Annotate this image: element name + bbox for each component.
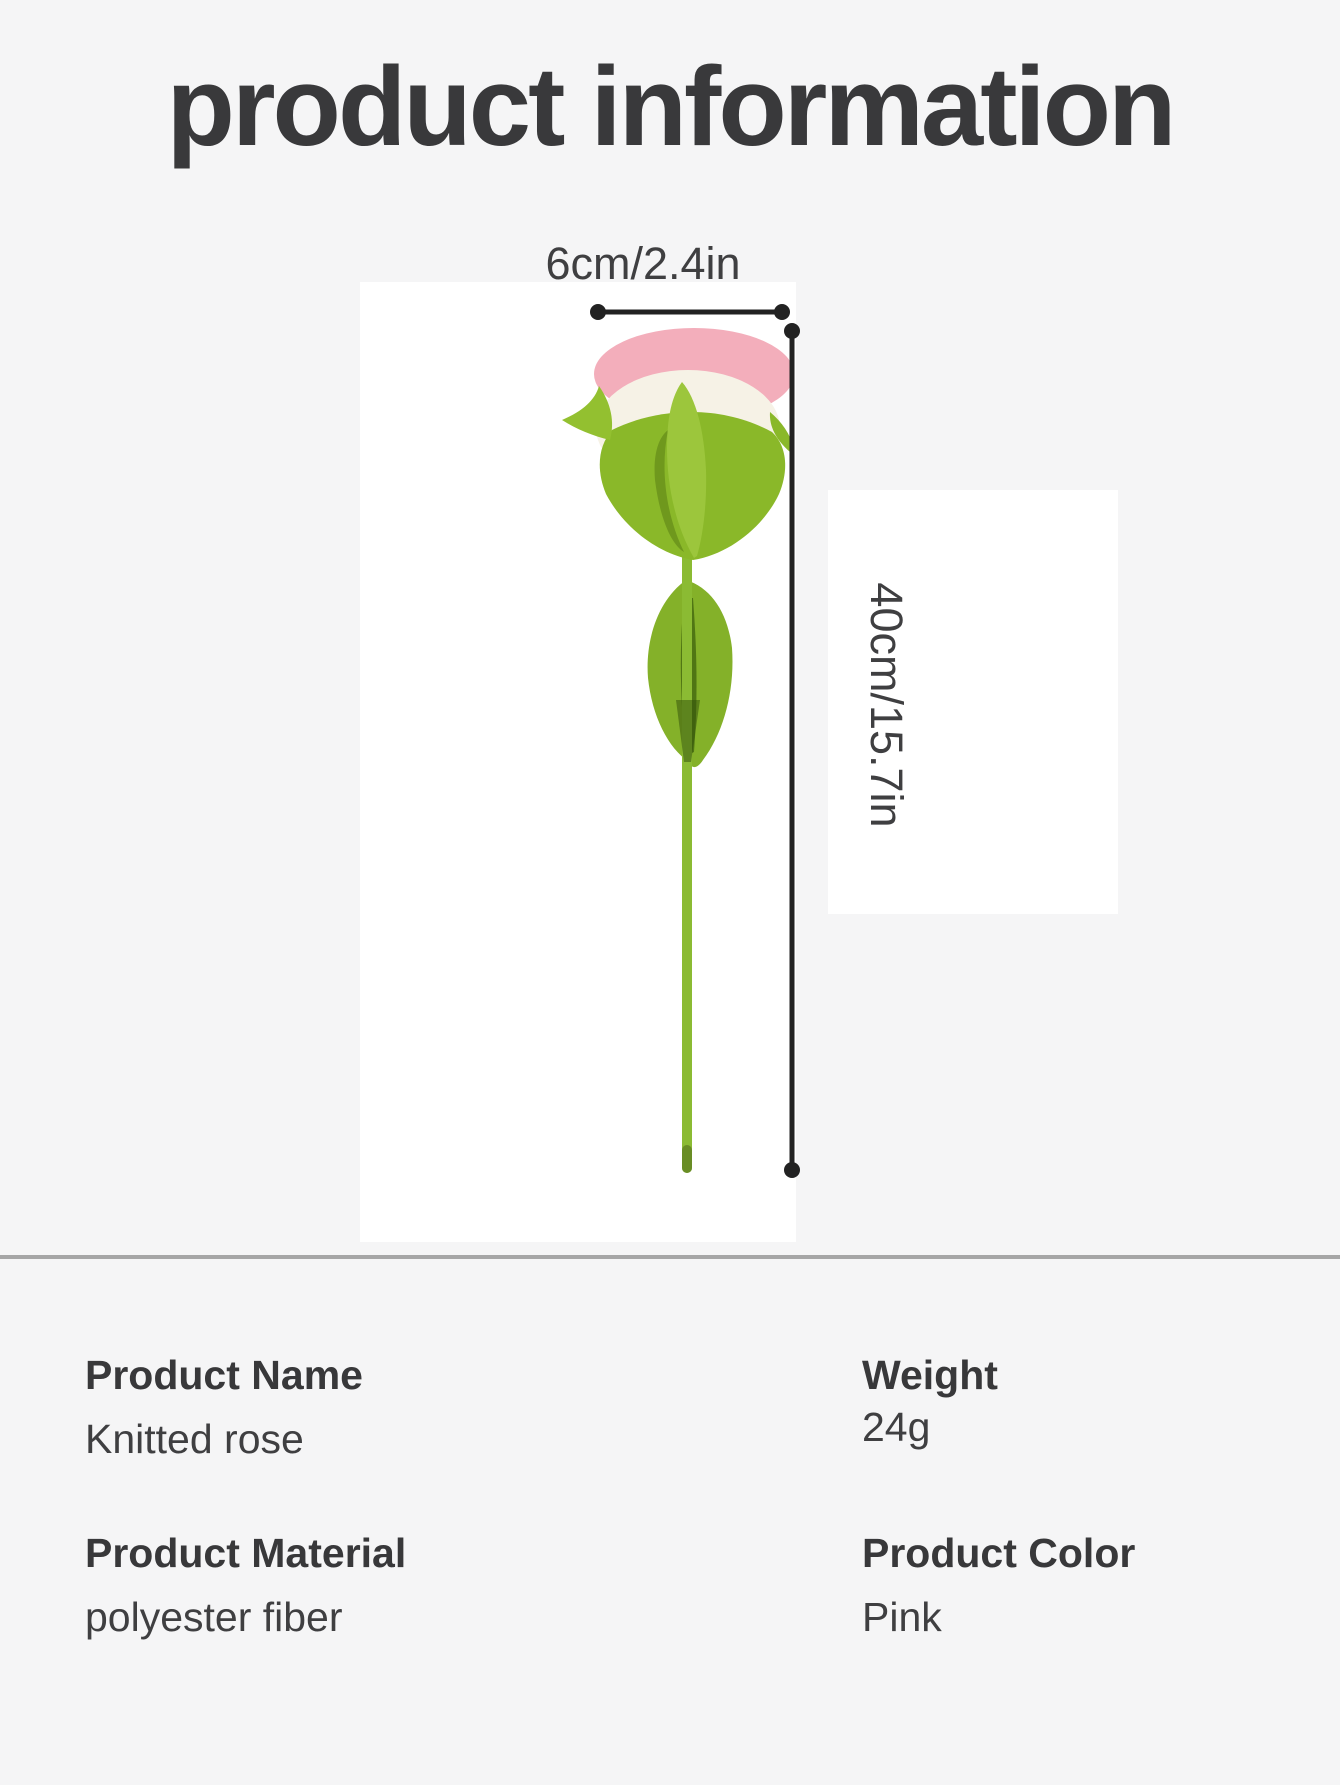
spec-value: Pink	[862, 1594, 942, 1640]
spec-label: Product Color	[862, 1530, 1136, 1576]
spec-product-color	[862, 1530, 1135, 1641]
width-dimension-label: 6cm/2.4in	[545, 238, 741, 289]
spec-value: 24g	[862, 1404, 931, 1450]
spec-value: Knitted rose	[85, 1416, 304, 1462]
spec-product-name	[85, 1352, 363, 1463]
page-title: product information	[166, 44, 1174, 169]
width-measure-line	[590, 304, 790, 320]
spec-label: Weight	[862, 1352, 998, 1398]
spec-label: Product Material	[85, 1530, 407, 1576]
spec-product-material	[85, 1530, 406, 1641]
spec-weight	[862, 1352, 998, 1451]
height-measure-line	[784, 323, 800, 1178]
height-dimension-label: 40cm/15.7in	[861, 582, 912, 828]
flower-head	[562, 328, 794, 560]
section-divider	[0, 1255, 1340, 1259]
spec-value: polyester fiber	[85, 1594, 343, 1640]
spec-label: Product Name	[85, 1352, 363, 1398]
